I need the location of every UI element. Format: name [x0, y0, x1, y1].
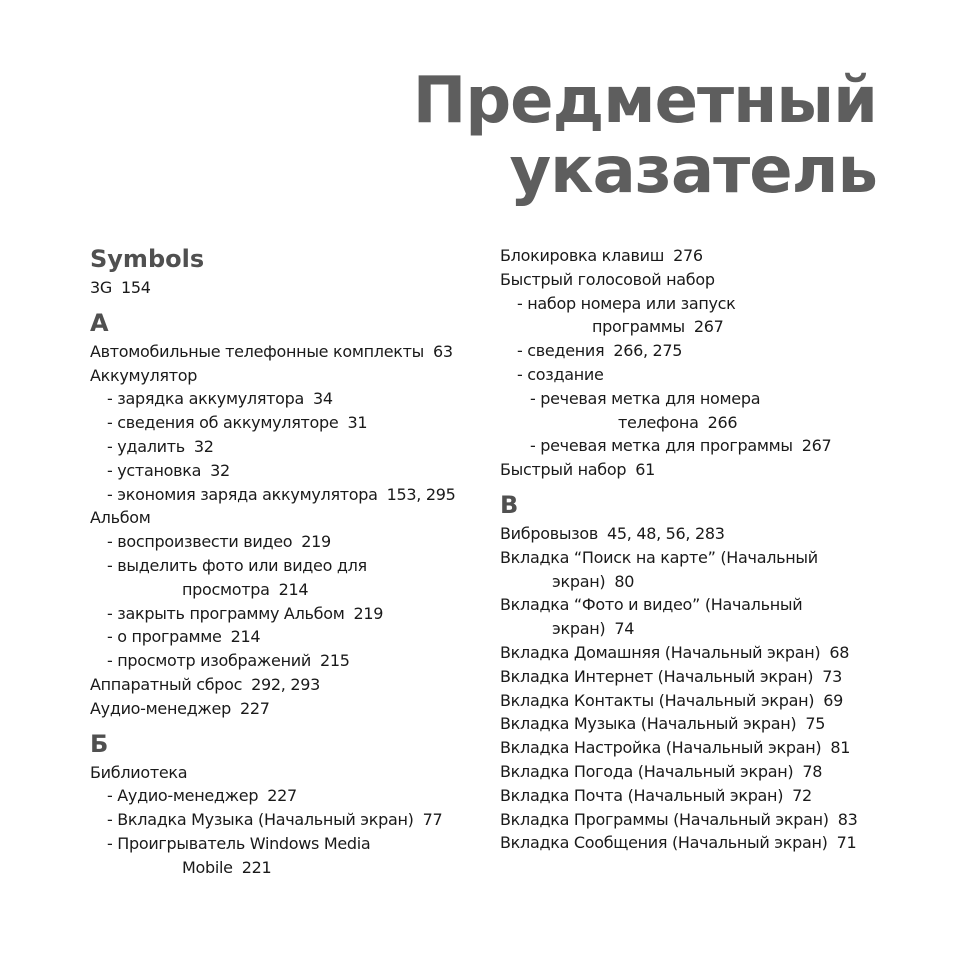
index-entry-term: - о программе: [107, 627, 222, 647]
index-entry-pages: 219: [301, 532, 331, 552]
index-letter-heading: B: [500, 490, 519, 519]
index-entry: [500, 831, 900, 855]
index-entry-pages: 214: [278, 579, 309, 599]
index-entry-pages: 81: [830, 738, 851, 758]
index-letter-heading: Symbols: [90, 245, 205, 273]
index-entry: [90, 364, 480, 388]
index-entry-pages: 227: [267, 786, 297, 806]
index-entry: [90, 784, 480, 808]
index-entry: [90, 625, 480, 649]
index-entry-pages: 63: [432, 341, 453, 361]
index-entry: [90, 459, 480, 483]
index-entry-pages: 227: [239, 698, 270, 718]
index-entry-term: - Аудио-менеджер: [107, 786, 259, 806]
index-entry: [500, 689, 900, 713]
index-entry: [90, 808, 480, 832]
index-entry-pages: 71: [836, 833, 857, 853]
index-entry: [500, 546, 900, 570]
index-entry-pages: 153, 295: [386, 484, 456, 504]
index-entry-term: Вкладка Музыка (Начальный экран): [500, 714, 797, 734]
index-entry-term: Вкладка Настройка (Начальный экран): [500, 738, 822, 758]
index-entry-pages: 61: [635, 460, 655, 480]
index-entry-term: - сведения об аккумуляторе: [107, 413, 339, 433]
index-entry-term: Блокировка клавиш: [500, 246, 665, 265]
index-entry-pages: 267: [693, 317, 724, 337]
index-entry: [500, 784, 900, 808]
index-entry-term: - экономия заряда аккумулятора: [107, 484, 378, 504]
index-entry: [500, 363, 900, 387]
index-entry: [90, 506, 480, 530]
index-entry-term: Быстрый набор: [500, 460, 627, 480]
index-entry-pages: 154: [120, 278, 151, 297]
index-entry-pages: 266, 275: [613, 341, 683, 361]
index-entry: [500, 712, 900, 736]
index-entry-pages: 215: [319, 651, 350, 671]
index-entry-term: Вкладка Почта (Начальный экран): [500, 785, 784, 805]
index-entry-pages: 78: [802, 761, 823, 781]
index-entry: [90, 673, 480, 697]
index-entry: [90, 483, 480, 507]
index-entry-term: просмотра: [182, 579, 270, 599]
index-entry: [500, 315, 900, 339]
index-entry-term: Вкладка Погода (Начальный экран): [500, 761, 794, 781]
index-entry-term: Вкладка Сообщения (Начальный экран): [500, 833, 828, 853]
index-entry-term: Быстрый голосовой набор: [500, 269, 715, 289]
index-entry: [90, 530, 480, 554]
index-entry-term: Вкладка Контакты (Начальный экран): [500, 690, 815, 710]
index-entry-term: Аппаратный сброс: [90, 674, 243, 694]
index-entry: [90, 554, 480, 578]
index-entry-pages: 34: [313, 389, 333, 409]
index-entry: [500, 411, 900, 435]
index-entry-pages: 266: [707, 412, 738, 432]
index-entry: [500, 760, 900, 784]
index-entry-pages: 83: [837, 809, 858, 829]
index-entry-term: - сведения: [517, 341, 605, 361]
index-entry: [500, 570, 900, 594]
index-entry: [90, 340, 480, 364]
index-column-right: [500, 244, 900, 855]
index-entry-pages: 221: [241, 857, 272, 877]
index-entry-pages: 69: [823, 690, 843, 710]
index-entry: [90, 649, 480, 673]
index-entry-term: экран): [552, 571, 606, 591]
index-column-left: [90, 244, 480, 880]
index-entry-term: Альбом: [90, 508, 151, 528]
index-entry-pages: 72: [792, 785, 812, 805]
index-entry: [90, 832, 480, 856]
index-entry-pages: 31: [347, 413, 368, 433]
index-entry-term: - установка: [107, 460, 202, 480]
index-entry-term: Аккумулятор: [90, 365, 198, 385]
index-entry-pages: 276: [673, 246, 703, 265]
page-title-line2: указатель: [509, 134, 877, 208]
index-entry: [90, 697, 480, 721]
index-entry: [90, 411, 480, 435]
index-entry-pages: 75: [805, 714, 826, 734]
index-entry-term: Вибровызов: [500, 523, 598, 543]
index-entry-term: 3G: [90, 278, 112, 297]
page-title-line1: Предметный: [412, 64, 877, 138]
index-entry-term: Вкладка “Фото и видео” (Начальный: [500, 595, 803, 615]
index-entry-term: Вкладка “Поиск на карте” (Начальный: [500, 547, 818, 567]
index-entry: [500, 808, 900, 832]
index-entry-pages: 68: [829, 642, 850, 662]
index-entry: [500, 617, 900, 641]
index-entry: [500, 458, 900, 482]
index-entry-term: - зарядка аккумулятора: [107, 389, 305, 409]
index-entry-term: экран): [552, 619, 606, 639]
index-entry-pages: 45, 48, 56, 283: [606, 523, 725, 543]
index-entry: [500, 244, 900, 268]
index-entry-term: Вкладка Интернет (Начальный экран): [500, 666, 814, 686]
index-entry-pages: 214: [230, 627, 261, 647]
index-entry-term: Вкладка Программы (Начальный экран): [500, 809, 829, 829]
index-entry: [500, 593, 900, 617]
index-entry-pages: 32: [193, 436, 214, 456]
index-entry: [90, 387, 480, 411]
index-entry-term: телефона: [618, 412, 699, 432]
index-letter-heading: Б: [90, 729, 109, 758]
index-entry: [500, 339, 900, 363]
index-entry-pages: 267: [801, 436, 832, 456]
index-entry-term: - набор номера или запуск: [517, 293, 736, 313]
index-entry: [500, 641, 900, 665]
index-entry-term: Вкладка Домашняя (Начальный экран): [500, 642, 821, 662]
index-entry-pages: 219: [353, 603, 384, 623]
index-entry-term: - создание: [517, 364, 604, 384]
index-entry-term: - закрыть программу Альбом: [107, 603, 345, 623]
index-entry: [90, 578, 480, 602]
index-entry-term: - удалить: [107, 436, 185, 456]
index-entry-pages: 80: [614, 571, 635, 591]
index-entry-term: - воспроизвести видео: [107, 532, 293, 552]
page-title: [413, 66, 877, 206]
index-entry: [500, 387, 900, 411]
index-entry-pages: 73: [822, 666, 842, 686]
index-entry: [90, 435, 480, 459]
index-entry-term: - речевая метка для номера: [530, 388, 761, 408]
index-entry-term: Аудио-менеджер: [90, 698, 231, 718]
index-entry: [500, 522, 900, 546]
index-entry-term: Автомобильные телефонные комплекты: [90, 341, 424, 361]
index-entry-pages: 74: [614, 619, 635, 639]
index-entry-term: - выделить фото или видео для: [107, 555, 367, 575]
index-entry: [500, 665, 900, 689]
index-entry-term: Библиотека: [90, 762, 188, 782]
index-entry: [90, 602, 480, 626]
index-entry: [500, 434, 900, 458]
index-entry-term: - Вкладка Музыка (Начальный экран): [107, 810, 414, 830]
index-entry-pages: 77: [422, 810, 443, 830]
index-entry-term: - речевая метка для программы: [530, 436, 793, 456]
index-entry: [500, 268, 900, 292]
index-entry-term: - просмотр изображений: [107, 651, 311, 671]
index-entry-term: Mobile: [182, 857, 233, 877]
index-entry: [90, 761, 480, 785]
index-letter-heading: A: [90, 308, 109, 337]
index-entry-term: - Проигрыватель Windows Media: [107, 833, 371, 853]
index-entry-pages: 292, 293: [251, 674, 320, 694]
index-entry: [90, 856, 480, 880]
index-entry-term: программы: [592, 317, 685, 337]
index-entry: [500, 292, 900, 316]
index-entry: [500, 736, 900, 760]
index-entry: [90, 276, 480, 300]
index-entry-pages: 32: [210, 460, 230, 480]
